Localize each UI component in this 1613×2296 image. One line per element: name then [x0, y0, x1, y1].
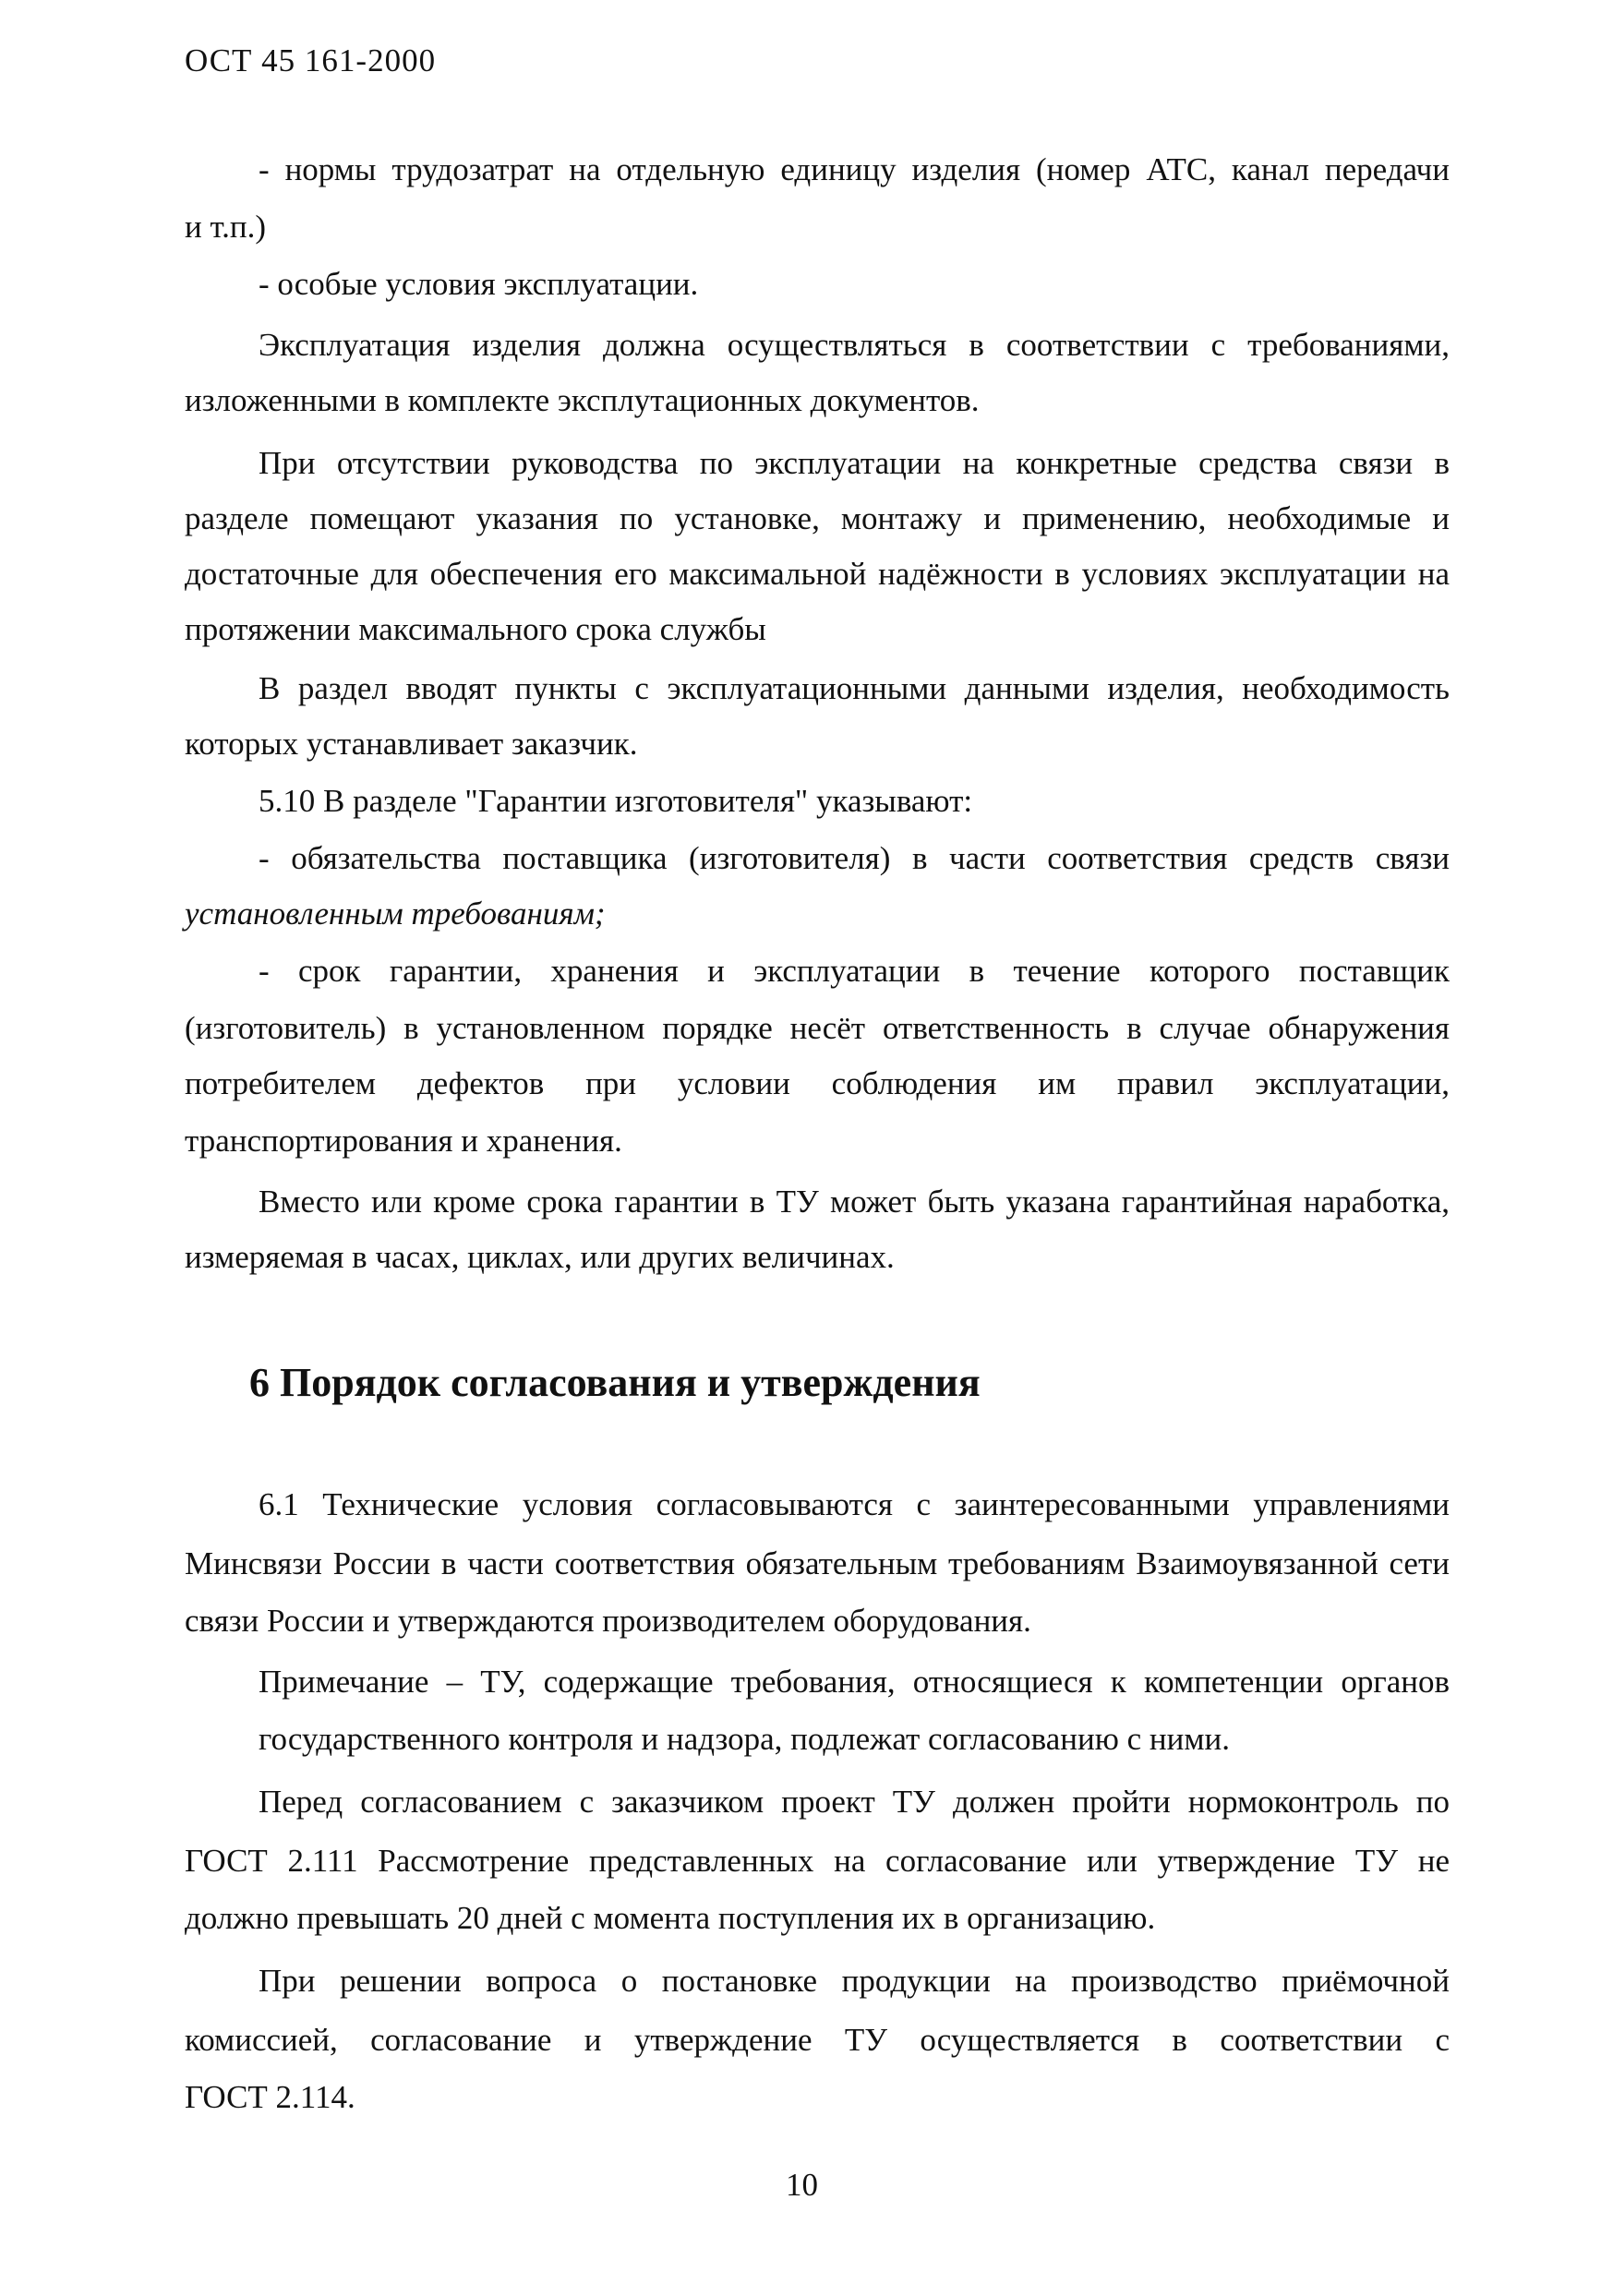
paragraph-absent-manual-line3: достаточные для обеспечения его максимальной надёжности в условиях эксплуатации на [185, 556, 1450, 592]
paragraph-operation-cont: изложенными в комплекте эксплутационных документов. [185, 382, 980, 418]
paragraph-decision-line2: комиссией, согласование и утверждение ТУ осуществляется в соответствии с [185, 2022, 1450, 2058]
list-item-labor-norms: - нормы трудозатрат на отдельную единицу изделия (номер АТС, канал передачи [259, 151, 1450, 187]
list-item-warranty: - срок гарантии, хранения и эксплуатации в течение которого поставщик [259, 953, 1450, 989]
paragraph-absent-manual: При отсутствии руководства по эксплуатации на конкретные средства связи в [259, 445, 1450, 481]
note-cont: государственного контроля и надзора, подлежат согласованию с ними. [259, 1721, 1230, 1757]
paragraph-instead-cont: измеряемая в часах, циклах, или других величинах. [185, 1239, 895, 1275]
list-item-obligations-cont: установленным требованиям; [185, 896, 606, 932]
list-item-warranty-line2: (изготовитель) в установленном порядке несёт ответственность в случае обнаружения [185, 1010, 1450, 1046]
paragraph-operation: Эксплуатация изделия должна осуществляться в соответствии с требованиями, [259, 327, 1450, 363]
list-item-labor-norms-cont: и т.п.) [185, 209, 267, 245]
paragraph-normocontrol: Перед согласованием с заказчиком проект ТУ должен пройти нормоконтроль по [259, 1784, 1450, 1820]
list-item-warranty-line4: транспортирования и хранения. [185, 1123, 622, 1159]
page-number: 10 [786, 2167, 818, 2203]
document-code: ОСТ 45 161-2000 [185, 42, 437, 78]
paragraph-instead: Вместо или кроме срока гарантии в ТУ может быть указана гарантийная наработка, [259, 1184, 1450, 1220]
paragraph-items: В раздел вводят пункты с эксплуатационными данными изделия, необходимость [259, 670, 1450, 706]
clause-6-1-line3: связи России и утверждаются производителем оборудования. [185, 1603, 1031, 1639]
list-item-warranty-line3: потребителем дефектов при условии соблюдения им правил эксплуатации, [185, 1065, 1450, 1101]
list-item-special-conditions: - особые условия эксплуатации. [259, 266, 699, 302]
paragraph-decision: При решении вопроса о постановке продукции на производство приёмочной [259, 1963, 1450, 1999]
paragraph-normocontrol-line2: ГОСТ 2.111 Рассмотрение представленных на согласование или утверждение ТУ не [185, 1843, 1450, 1879]
note: Примечание – ТУ, содержащие требования, относящиеся к компетенции органов [259, 1664, 1450, 1700]
paragraph-items-cont: которых устанавливает заказчик. [185, 726, 638, 762]
paragraph-decision-line3: ГОСТ 2.114. [185, 2079, 355, 2115]
paragraph-normocontrol-line3: должно превышать 20 дней с момента поступления их в организацию. [185, 1900, 1156, 1936]
clause-5-10: 5.10 В разделе "Гарантии изготовителя" указывают: [259, 783, 973, 819]
paragraph-absent-manual-line2: разделе помещают указания по установке, монтажу и применению, необходимые и [185, 500, 1450, 536]
section-heading: 6 Порядок согласования и утверждения [249, 1360, 981, 1405]
list-item-obligations: - обязательства поставщика (изготовителя) в части соответствия средств связи [259, 840, 1450, 876]
clause-6-1: 6.1 Технические условия согласовываются с заинтересованными управлениями [259, 1486, 1450, 1522]
clause-6-1-line2: Минсвязи России в части соответствия обязательным требованиям Взаимоувязанной сети [185, 1545, 1450, 1581]
paragraph-absent-manual-line4: протяжении максимального срока службы [185, 611, 766, 647]
